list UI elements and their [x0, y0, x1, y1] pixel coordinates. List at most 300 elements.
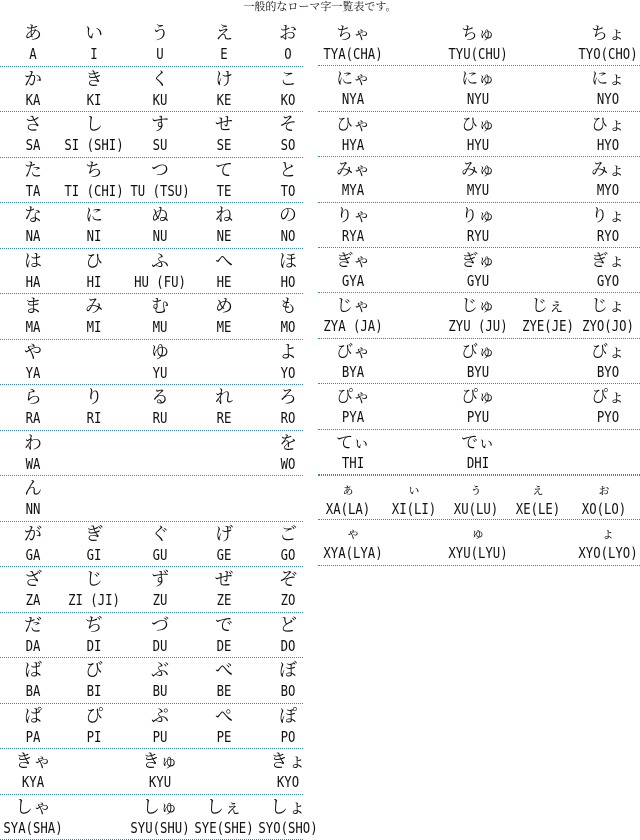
romaji-text: XI(LI)	[375, 500, 454, 518]
kana-cell	[260, 795, 316, 840]
kana-text: ぅ	[448, 480, 504, 500]
kana-cell	[260, 704, 316, 749]
kana-cell	[578, 203, 638, 247]
kana-cell	[260, 21, 316, 66]
kana-text: を	[260, 434, 316, 454]
romaji-text: SO	[249, 136, 328, 154]
kana-cell	[323, 430, 383, 474]
kana-text: じゅ	[448, 296, 508, 316]
kana-text: ぃ	[386, 480, 442, 500]
kana-text: や	[8, 343, 58, 363]
kana-text: みゃ	[323, 160, 383, 180]
kana-text: しぇ	[196, 798, 252, 818]
table-row	[318, 430, 640, 475]
kana-cell	[8, 795, 58, 840]
kana-cell	[260, 749, 316, 794]
kana-text: び	[66, 661, 122, 681]
kana-text: で	[196, 616, 252, 636]
romaji-text: SYE(SHE)	[185, 819, 264, 837]
kana-cell	[196, 67, 252, 112]
kana-text: り	[66, 388, 122, 408]
romaji-text: SA	[0, 136, 70, 154]
romaji-text: GA	[0, 546, 70, 564]
kana-text: ぬ	[130, 206, 190, 226]
kana-text: そ	[260, 115, 316, 135]
table-row	[318, 21, 640, 66]
romaji-text: SYO(SHO)	[249, 819, 328, 837]
kana-text: ど	[260, 616, 316, 636]
table-row	[318, 520, 640, 565]
romaji-text: NE	[185, 227, 264, 245]
kana-cell	[196, 158, 252, 203]
kana-text: く	[130, 70, 190, 90]
kana-text: き	[66, 70, 122, 90]
kana-text: ぞ	[260, 570, 316, 590]
kana-cell	[8, 249, 58, 294]
kana-cell	[323, 248, 383, 292]
kana-text: ね	[196, 206, 252, 226]
kana-cell	[323, 520, 383, 564]
romaji-text: KYO	[249, 773, 328, 791]
kana-cell	[196, 567, 252, 612]
kana-cell	[8, 704, 58, 749]
kana-text: め	[196, 297, 252, 317]
kana-text: お	[260, 24, 316, 44]
kana-text: でぃ	[448, 433, 508, 453]
romaji-text: I	[55, 45, 134, 63]
kana-text: じゃ	[323, 296, 383, 316]
kana-text: しょ	[260, 798, 316, 818]
kana-cell	[386, 476, 442, 519]
kana-cell	[8, 21, 58, 66]
kana-cell	[66, 158, 122, 203]
romaji-text: NU	[119, 227, 201, 245]
kana-text: う	[130, 24, 190, 44]
table-row	[0, 658, 303, 704]
romaji-text: XYO(LYO)	[567, 544, 640, 562]
romaji-text: NI	[55, 227, 134, 245]
table-row	[318, 293, 640, 338]
table-row	[318, 112, 640, 157]
romaji-text: U	[119, 45, 201, 63]
kana-cell	[130, 522, 190, 567]
kana-cell	[578, 520, 638, 564]
romaji-text: HA	[0, 273, 70, 291]
kana-text: みゅ	[448, 160, 508, 180]
kana-cell	[576, 476, 632, 519]
kana-text: ろ	[260, 388, 316, 408]
kana-cell	[66, 203, 122, 248]
kana-cell	[66, 613, 122, 658]
kana-text: わ	[8, 434, 58, 454]
kana-cell	[196, 613, 252, 658]
kana-cell	[8, 67, 58, 112]
romaji-text: WA	[0, 455, 70, 473]
kana-text: ぎょ	[578, 251, 638, 271]
romaji-text: PU	[119, 728, 201, 746]
kana-text: へ	[196, 252, 252, 272]
kana-text: ほ	[260, 252, 316, 272]
romaji-text: KE	[185, 91, 264, 109]
romaji-text: KO	[249, 91, 328, 109]
romaji-text: BYA	[312, 363, 394, 381]
kana-cell	[8, 567, 58, 612]
romaji-text: DU	[119, 637, 201, 655]
table-row	[0, 431, 303, 477]
table-row	[0, 567, 303, 613]
kana-text: ゆ	[130, 343, 190, 363]
kana-cell	[323, 66, 383, 110]
table-row	[0, 67, 303, 113]
romaji-text: ZA	[0, 591, 70, 609]
kana-cell	[448, 157, 508, 201]
romaji-text: TE	[185, 182, 264, 200]
kana-text: げ	[196, 525, 252, 545]
kana-cell	[578, 66, 638, 110]
kana-cell	[448, 203, 508, 247]
kana-cell	[196, 704, 252, 749]
kana-text: ひゅ	[448, 115, 508, 135]
kana-text: む	[130, 297, 190, 317]
romaji-text: HO	[249, 273, 328, 291]
romaji-text: YU	[119, 364, 201, 382]
kana-cell	[578, 112, 638, 156]
kana-cell	[130, 340, 190, 385]
romaji-text: PYU	[437, 408, 519, 426]
romaji-text: TYA(CHA)	[312, 45, 394, 63]
kana-cell	[323, 112, 383, 156]
kana-cell	[448, 476, 504, 519]
romaji-text: ZYA (JA)	[312, 317, 394, 335]
left-table	[0, 21, 303, 840]
romaji-text: PYA	[312, 408, 394, 426]
romaji-text: XA(LA)	[309, 500, 388, 518]
romaji-text: SI (SHI)	[55, 136, 134, 154]
kana-cell	[260, 112, 316, 157]
kana-text: な	[8, 206, 58, 226]
kana-cell	[448, 66, 508, 110]
kana-text: と	[260, 161, 316, 181]
kana-text: じょ	[578, 296, 638, 316]
kana-text: ぁ	[320, 480, 376, 500]
romaji-text: GI	[55, 546, 134, 564]
kana-cell	[8, 158, 58, 203]
kana-text: べ	[196, 661, 252, 681]
kana-text: ゃ	[323, 524, 383, 544]
kana-text: ぽ	[260, 707, 316, 727]
kana-text: りゅ	[448, 206, 508, 226]
kana-text: の	[260, 206, 316, 226]
kana-text: ふ	[130, 252, 190, 272]
kana-cell	[130, 385, 190, 430]
romaji-text: DI	[55, 637, 134, 655]
kana-text: ぱ	[8, 707, 58, 727]
kana-cell	[260, 249, 316, 294]
kana-text: びゅ	[448, 342, 508, 362]
kana-cell	[130, 21, 190, 66]
romaji-text: ZYO(JO)	[567, 317, 640, 335]
kana-text: に	[66, 206, 122, 226]
kana-cell	[8, 749, 58, 794]
kana-text: も	[260, 297, 316, 317]
table-row	[0, 21, 303, 67]
kana-text: みょ	[578, 160, 638, 180]
romaji-text: GYU	[437, 272, 519, 290]
kana-cell	[130, 203, 190, 248]
kana-text: じ	[66, 570, 122, 590]
romaji-text: DO	[249, 637, 328, 655]
kana-cell	[578, 248, 638, 292]
kana-text: が	[8, 525, 58, 545]
kana-cell	[66, 21, 122, 66]
kana-cell	[8, 340, 58, 385]
kana-text: ひゃ	[323, 115, 383, 135]
kana-text: え	[196, 24, 252, 44]
romaji-text: BA	[0, 682, 70, 700]
romaji-text: NN	[0, 500, 70, 518]
romaji-text: RYU	[437, 227, 519, 245]
kana-text: ちゃ	[323, 24, 383, 44]
kana-text: びゃ	[323, 342, 383, 362]
kana-cell	[578, 339, 638, 383]
romaji-text: TA	[0, 182, 70, 200]
kana-text: ぺ	[196, 707, 252, 727]
kana-cell	[8, 294, 58, 339]
table-row	[0, 795, 303, 840]
romaji-text: RA	[0, 409, 70, 427]
kana-cell	[196, 522, 252, 567]
kana-text: て	[196, 161, 252, 181]
kana-cell	[196, 249, 252, 294]
kana-text: きゃ	[8, 752, 58, 772]
kana-text: ぎ	[66, 525, 122, 545]
kana-cell	[448, 384, 508, 428]
kana-cell	[578, 384, 638, 428]
kana-text: ん	[8, 479, 58, 499]
romaji-text: XU(LU)	[437, 500, 516, 518]
kana-text: ま	[8, 297, 58, 317]
kana-cell	[323, 21, 383, 65]
romaji-text: GE	[185, 546, 264, 564]
kana-cell	[66, 67, 122, 112]
romaji-text: SYU(SHU)	[119, 819, 201, 837]
table-row	[0, 476, 303, 522]
kana-cell	[578, 157, 638, 201]
romaji-text: YO	[249, 364, 328, 382]
kana-text: ぷ	[130, 707, 190, 727]
table-row	[318, 384, 640, 429]
kana-text: ら	[8, 388, 58, 408]
romaji-text: DE	[185, 637, 264, 655]
table-row	[0, 294, 303, 340]
kana-text: にゅ	[448, 69, 508, 89]
kana-cell	[196, 203, 252, 248]
kana-cell	[130, 294, 190, 339]
romaji-text: PO	[249, 728, 328, 746]
kana-text: は	[8, 252, 58, 272]
romaji-text: HYA	[312, 136, 394, 154]
romaji-text: MYA	[312, 181, 394, 199]
table-row	[318, 339, 640, 384]
romaji-text: A	[0, 45, 70, 63]
romaji-text: MO	[249, 318, 328, 336]
kana-cell	[8, 522, 58, 567]
kana-cell	[130, 795, 190, 840]
table-row	[0, 385, 303, 431]
romaji-text: MA	[0, 318, 70, 336]
romaji-text: TI (CHI)	[55, 182, 134, 200]
romaji-text: MYU	[437, 181, 519, 199]
romaji-text: E	[185, 45, 264, 63]
kana-text: ぴゃ	[323, 387, 383, 407]
romaji-text: BU	[119, 682, 201, 700]
kana-cell	[130, 658, 190, 703]
kana-cell	[196, 21, 252, 66]
kana-text: しゅ	[130, 798, 190, 818]
romaji-text: HE	[185, 273, 264, 291]
kana-cell	[130, 567, 190, 612]
kana-text: にょ	[578, 69, 638, 89]
kana-text: ょ	[578, 524, 638, 544]
kana-cell	[260, 294, 316, 339]
romaji-text: SE	[185, 136, 264, 154]
romaji-text: KYA	[0, 773, 70, 791]
table-row	[318, 203, 640, 248]
romaji-text: PE	[185, 728, 264, 746]
kana-cell	[448, 520, 508, 564]
kana-text: ぴょ	[578, 387, 638, 407]
romaji-text: SYA(SHA)	[0, 819, 70, 837]
kana-cell	[196, 658, 252, 703]
romaji-text: ZO	[249, 591, 328, 609]
romaji-text: TYU(CHU)	[437, 45, 519, 63]
kana-text: せ	[196, 115, 252, 135]
kana-text: びょ	[578, 342, 638, 362]
romaji-text: HYU	[437, 136, 519, 154]
romaji-text: RO	[249, 409, 328, 427]
kana-text: きゅ	[130, 752, 190, 772]
kana-cell	[8, 613, 58, 658]
kana-cell	[320, 476, 376, 519]
kana-text: ぉ	[576, 480, 632, 500]
romaji-text: WO	[249, 455, 328, 473]
kana-text: ざ	[8, 570, 58, 590]
kana-text: み	[66, 297, 122, 317]
kana-text: ぶ	[130, 661, 190, 681]
table-row	[318, 248, 640, 293]
table-row	[318, 157, 640, 202]
romaji-text: MYO	[567, 181, 640, 199]
kana-cell	[130, 249, 190, 294]
table-row	[318, 475, 640, 520]
kana-text: りょ	[578, 206, 638, 226]
kana-text: か	[8, 70, 58, 90]
kana-text: ゅ	[448, 524, 508, 544]
kana-text: れ	[196, 388, 252, 408]
kana-text: てぃ	[323, 433, 383, 453]
romaji-text: XYA(LYA)	[312, 544, 394, 562]
kana-cell	[130, 749, 190, 794]
page-title: 一般的なローマ字一覧表です。	[0, 0, 640, 18]
table-row	[0, 203, 303, 249]
romaji-text: O	[249, 45, 328, 63]
kana-text: にゃ	[323, 69, 383, 89]
romaji-text: ZI (JI)	[55, 591, 134, 609]
romaji-text: BYO	[567, 363, 640, 381]
table-row	[0, 158, 303, 204]
kana-cell	[260, 340, 316, 385]
kana-text: ぴ	[66, 707, 122, 727]
table-row	[0, 249, 303, 295]
romaji-text: TO	[249, 182, 328, 200]
romaji-text: YA	[0, 364, 70, 382]
kana-cell	[66, 385, 122, 430]
table-row	[0, 613, 303, 659]
kana-text: さ	[8, 115, 58, 135]
kana-text: りゃ	[323, 206, 383, 226]
kana-cell	[66, 658, 122, 703]
kana-cell	[448, 293, 508, 337]
romaji-text: KA	[0, 91, 70, 109]
kana-text: づ	[130, 616, 190, 636]
kana-text: ち	[66, 161, 122, 181]
romaji-text: RE	[185, 409, 264, 427]
kana-cell	[260, 613, 316, 658]
kana-cell	[66, 112, 122, 157]
kana-text: ちょ	[578, 24, 638, 44]
kana-cell	[260, 658, 316, 703]
kana-cell	[448, 430, 508, 474]
kana-cell	[448, 248, 508, 292]
kana-cell	[8, 431, 58, 476]
kana-cell	[448, 21, 508, 65]
kana-cell	[130, 112, 190, 157]
kana-cell	[260, 431, 316, 476]
romaji-text: BO	[249, 682, 328, 700]
kana-text: ぴゅ	[448, 387, 508, 407]
romaji-text: GU	[119, 546, 201, 564]
kana-text: ぎゃ	[323, 251, 383, 271]
kana-cell	[66, 522, 122, 567]
kana-cell	[323, 384, 383, 428]
romaji-text: PYO	[567, 408, 640, 426]
romaji-text: NA	[0, 227, 70, 245]
romaji-text: TYO(CHO)	[567, 45, 640, 63]
romaji-text: HU (FU)	[119, 273, 201, 291]
right-table	[318, 21, 640, 566]
romaji-text: XO(LO)	[565, 500, 640, 518]
kana-cell	[66, 704, 122, 749]
romaji-text: RYO	[567, 227, 640, 245]
romaji-text: RI	[55, 409, 134, 427]
romaji-text: NO	[249, 227, 328, 245]
kana-cell	[8, 476, 58, 521]
kana-text: ひ	[66, 252, 122, 272]
romaji-text: BYU	[437, 363, 519, 381]
romaji-text: THI	[312, 454, 394, 472]
kana-cell	[260, 203, 316, 248]
romaji-text: GYA	[312, 272, 394, 290]
table-row	[318, 66, 640, 111]
kana-cell	[323, 157, 383, 201]
kana-cell	[196, 294, 252, 339]
kana-text: つ	[130, 161, 190, 181]
kana-cell	[260, 385, 316, 430]
romaji-text: TU (TSU)	[119, 182, 201, 200]
romaji-text: GYO	[567, 272, 640, 290]
kana-cell	[260, 67, 316, 112]
kana-text: す	[130, 115, 190, 135]
